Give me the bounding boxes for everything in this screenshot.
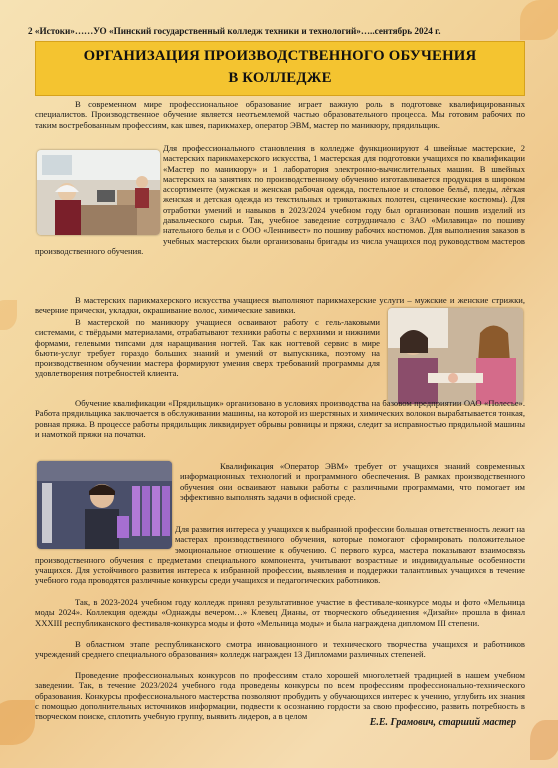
paragraph-regional-review: В областном этапе республиканского смотра инновационного и технического творчества учащихся и работников учреждений среднего специального образования» колледж награжден 13 Дипломами различных степеней. xyxy=(35,639,525,660)
paragraph-contests: Проведение профессиональных конкурсов по профессиям стало хорошей многолетней традицией в нашем учебном заведении. Так, в течение 2023/2024 учебного года проведены конкурсы по всем профессиям профессионально-технического образования. Конкурсы профессионального мастерства позволяют пробудить у обучающихся интерес к учению, углубить их знания с помощью дополнительных источников информации, подвести к осознанию гордости за свою профессию, развить потребность в творческом поиске, сплотить учебную группу, выявить лидеров, а в целом xyxy=(35,670,525,722)
leaf-decoration xyxy=(530,720,558,760)
issue-header: 2 «Истоки»……УО «Пинский государственный колледж техники и технологий»…..сентябрь 2024 г. xyxy=(28,26,441,36)
photo-wrap-spacer xyxy=(35,149,163,241)
paragraph-intro: В современном мире профессиональное образование играет важную роль в подготовке квалифицированных специалистов. Производственное обучение является неотъемлемой частью образовательного процесса. Мы готовим рабочих по таким востребованным профессиям, как швея, парикмахер, оператор ЭВМ, мастер по маникюру, прядильщик. xyxy=(35,99,525,130)
article-title-line-1: ОРГАНИЗАЦИЯ ПРОИЗВОДСТВЕННОГО ОБУЧЕНИЯ xyxy=(83,48,477,64)
paragraph-interest: Для развития интереса у учащихся к выбранной профессии большая ответственность лежит на мастерах производственного обучения, которые помогают сформировать положительное эмоциональное отношение к обучению. С первого курса, мастера показывают взаимосвязь производственного обучения с предметами специального компонента, учитывают возрастные и индивидуальные особенности учащихся. Для устойчивого развития интереса к избранной профессии, выявления и поддержки талантливых учащихся в течение учебного года проводятся различные конкурсы среди учащихся и педагогических работников. xyxy=(35,524,525,586)
paragraph-fashion-contest: Так, в 2023-2024 учебном году колледж принял результативное участие в фестивале-конкурсе моды и фото «Мельница моды 2024». Коллекция одежды «Однажды вечером…» Клевец Дианы, от творческого объединения «Дизайн» прошла в финал XXXIII республиканского фестиваля-конкурса моды и фото «Мельница моды» и была награждена дипломом III степени. xyxy=(35,597,525,628)
leaf-decoration xyxy=(0,300,17,330)
paragraph-operator: Квалификация «Оператор ЭВМ» требует от учащихся знаний современных информационных технологий и программного обеспечения. В рамках производственного обучения они осваивают навыки работы с различными программами, что помогает им эффективно выполнять задачи в офисной среде. xyxy=(180,461,525,502)
paragraph-hairdressing: В мастерских парикмахерского искусства учащиеся выполняют парикмахерские услуги – мужские и женские стрижки, вечерние прически, укладки, окрашивание волос, химические завивки. xyxy=(35,295,525,316)
paragraph-spinner: Обучение квалификации «Прядильщик» организовано в условиях производства на базовом предприятии ОАО «Полесье». Работа прядильщика заключается в обслуживании машины, на которой из шерстяных и химических волокон вырабатывается тонкая, ровная пряжа. В процессе работы прядильщик ликвидирует обрывы ровницы и пряжи, следит за исправностью прядильной машины и намоткой пряжи на початки. xyxy=(35,398,525,439)
paragraph-workshops: Для профессионального становления в колледже функционируют 4 швейные мастерские, 2 мастерских парикмахерского искусства, 1 мастерская для подготовки учащихся по квалификации «Мастер по маникюру» и 1 лаборатория электронно-вычислительных машин. В швейных мастерских на занятиях по производственному обучению изготавливается продукция в широком ассортименте (мужская и женская рабочая одежда, постельное и столовое бельё, пледы, лёгкая женская и детская одежда из текстильных и трикотажных полотен, сценические костюмы). Для отработки умений и навыков в 2023/2024 учебном году был организован пошив изделий из давальческого сырья. Так, учебное заведение сотрудничало с ЗАО «Милавица» по пошиву нательного белья и с ООО «Леннивест» по пошиву рабочих костюмов. Для выполнения заказов в учебных мастерских были организованы бригады из числа учащихся под руководством мастеров производственного обучения. xyxy=(35,143,525,256)
manicure-photo xyxy=(388,308,523,404)
photo-wrap-spacer xyxy=(35,524,175,552)
article-title-line-2: В КОЛЛЕДЖЕ xyxy=(228,70,332,86)
author-signature: Е.Е. Грамович, старший мастер xyxy=(369,717,516,728)
leaf-decoration xyxy=(0,700,35,745)
article-title-banner xyxy=(35,41,525,96)
paragraph-manicure: В мастерской по маникюру учащиеся осваивают работу с гель-лаковыми системами, с твёрдыми материалами, отрабатывают техники работы с верхними и нижними формами, гелевыми типсами для наращивания ногтей. Так как ногтевой сервис в мире бьюти-услуг требует гораздо больших знаний и умений от выпускника, поэтому на производственном обучении мастера формируют умения сверх требований программы для удовлетворения потребностей клиента. xyxy=(35,317,380,379)
